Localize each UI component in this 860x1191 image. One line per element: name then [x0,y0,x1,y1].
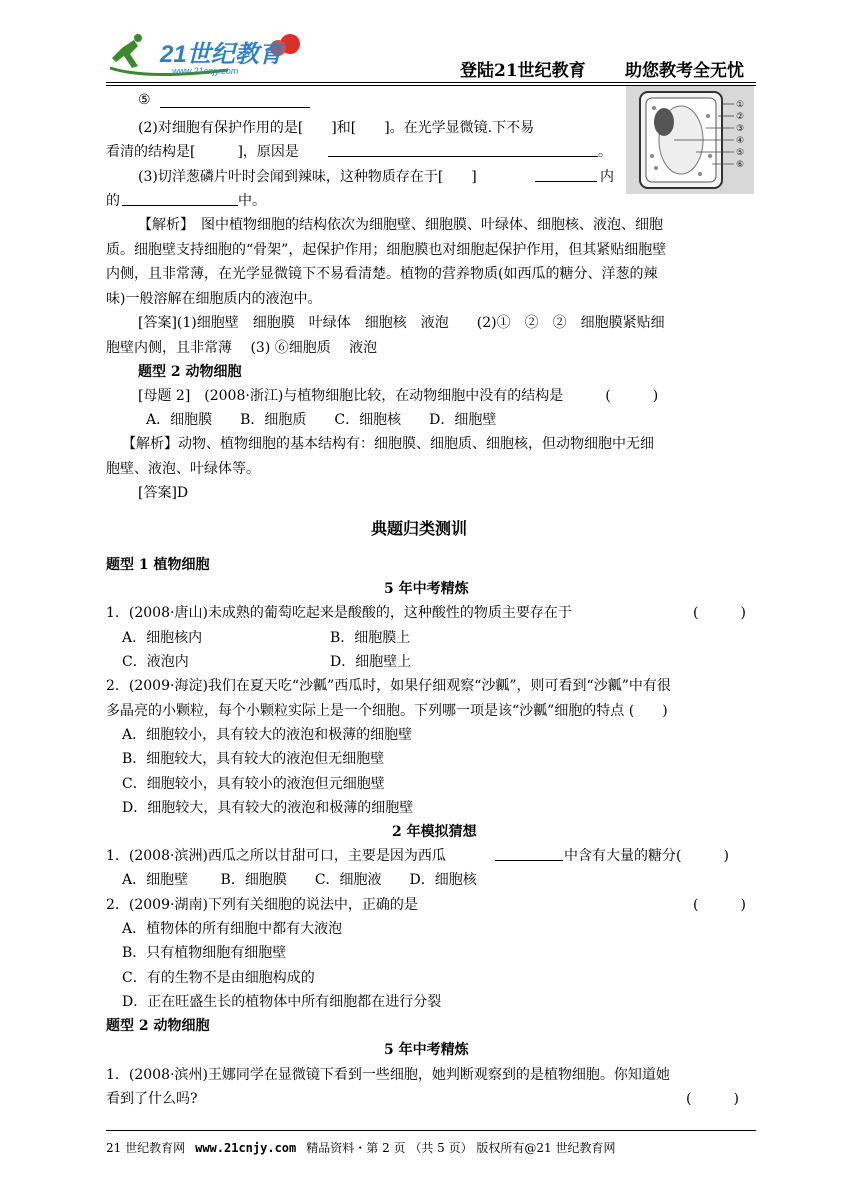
sub-heading: 5 年中考精炼 [384,1042,469,1058]
text-line: (2)对细胞有保护作用的是[ ]和[ ]。在光学显微镜.下不易 [138,120,535,136]
text-line: (3)切洋葱磷片叶时会闻到辣味，这种物质存在于[ ] [138,169,477,185]
section-heading: 题型 2 动物细胞 [138,364,242,380]
text-line: 质。细胞壁支持细胞的“骨架”，起保护作用；细胞膜也对细胞起保护作用，但其紧贴细胞壁 [106,242,667,258]
text-line: 【解析】 图中植物细胞的结构依次为细胞壁、细胞膜、叶绿体、细胞核、液泡、细胞 [138,217,663,233]
svg-text:③: ③ [736,124,745,134]
question-text: 1．(2008·滨洲)西瓜之所以甘甜可口，主要是因为西瓜 [106,848,446,864]
option: B．只有植物细胞有细胞壁 [122,945,287,961]
svg-text:⑥: ⑥ [736,160,745,170]
option: D．细胞壁上 [330,654,412,670]
svg-text:⑤: ⑤ [736,148,745,158]
section-title: 典题归类测训 [371,519,468,538]
blank [160,95,310,108]
blank [328,144,598,157]
footer-left: 21 世纪教育网 [106,1141,186,1155]
footer-site-link[interactable]: www.21cnjy.com [195,1141,297,1155]
blank [535,169,597,182]
question-text: 1．(2008·唐山)未成熟的葡萄吃起来是酸酸的，这种酸性的物质主要存在于 [106,605,572,621]
sub-heading: 5 年中考精炼 [384,581,469,597]
svg-text:②: ② [736,112,745,122]
text-line: ⑤ [138,92,151,108]
answer-bracket: ( ) [693,897,746,913]
option: B．细胞较大，具有较大的液泡但无细胞壁 [122,751,385,767]
question-text: 2．(2009·海淀)我们在夏天吃“沙瓤”西瓜时，如果仔细观察“沙瓤”，则可看到“沙瓤”中有很 [106,678,671,694]
text-line: A．细胞膜 B．细胞质 C．细胞核 D．细胞壁 [146,412,497,428]
plant-cell-diagram [626,86,754,194]
text-line: 内侧，且非常薄，在光学显微镜下不易看清楚。植物的营养物质(如西瓜的糖分、洋葱的辣 [106,266,658,282]
svg-text:21世纪教育: 21世纪教育 [160,41,283,68]
section-heading: 题型 2 动物细胞 [106,1018,210,1034]
option: C．细胞较小，具有较小的液泡但元细胞壁 [122,776,385,792]
option: A．细胞壁 B．细胞膜 C．细胞液 D．细胞核 [122,872,477,888]
section-heading: 题型 1 植物细胞 [106,557,210,573]
text-line: 的 [106,193,120,209]
text-line: 看清的结构是[ ]，原因是 [106,144,299,160]
option: D．细胞较大，具有较大的液泡和极薄的细胞壁 [122,800,414,816]
blank [122,193,238,206]
question-text: 看到了什么吗? [106,1091,198,1107]
text-line: 【解析】动物、植物细胞的基本结构有：细胞膜、细胞质、细胞核，但动物细胞中无细 [122,436,654,452]
option: C．有的生物不是由细胞构成的 [122,970,315,986]
text-line: [答案]D [138,485,189,501]
option: B．细胞膜上 [330,630,411,646]
text-line: 中。 [238,193,266,209]
answer-bracket: ( ) [686,1091,739,1107]
svg-text:④: ④ [736,136,745,146]
text-line: [答案](1)细胞壁 细胞膜 叶绿体 细胞核 液泡 (2)① ② ② 细胞膜紧贴细 [138,315,665,331]
header-slogan-1: 登陆21世纪教育 [460,61,586,81]
option: A．细胞核内 [122,630,203,646]
logo [108,30,308,80]
svg-text:www.21cnjy.com: www.21cnjy.com [172,66,239,76]
question-text: 多晶亮的小颗粒，每个小颗粒实际上是一个细胞。下列哪一项是该“沙瓤”细胞的特点 ( ) [106,703,668,719]
text-line: 味)一般溶解在细胞质内的液泡中。 [106,291,322,307]
blank [495,848,563,861]
option: A．细胞较小，具有较大的液泡和极薄的细胞壁 [122,727,413,743]
question-text: 中含有大量的糖分( ) [564,848,729,864]
svg-text:①: ① [736,100,745,110]
sub-heading: 2 年模拟猜想 [392,824,477,840]
text-line: 胞壁内侧，且非常薄 (3) ⑥细胞质 液泡 [106,340,378,356]
option: C．液泡内 [122,654,189,670]
text-line: 。 [598,144,612,160]
text-line: 内 [600,169,614,185]
option: D．正在旺盛生长的植物体中所有细胞都在进行分裂 [122,994,442,1010]
footer-right: 精品资料・第 2 页 （共 5 页） 版权所有@21 世纪教育网 [306,1141,616,1155]
page-footer [106,1139,616,1156]
header-slogan-2: 助您教考全无忧 [625,61,744,81]
option: A．植物体的所有细胞中都有大液泡 [122,921,343,937]
text-line: 胞壁、液泡、叶绿体等。 [106,461,260,477]
question-text: 2．(2009·湖南)下列有关细胞的说法中，正确的是 [106,897,418,913]
answer-bracket: ( ) [693,605,746,621]
text-line: [母题 2] (2008·浙江)与植物细胞比较，在动物细胞中没有的结构是 ( ) [138,388,659,404]
question-text: 1．(2008·滨州)王娜同学在显微镜下看到一些细胞，她判断观察到的是植物细胞。你知道她 [106,1067,670,1083]
